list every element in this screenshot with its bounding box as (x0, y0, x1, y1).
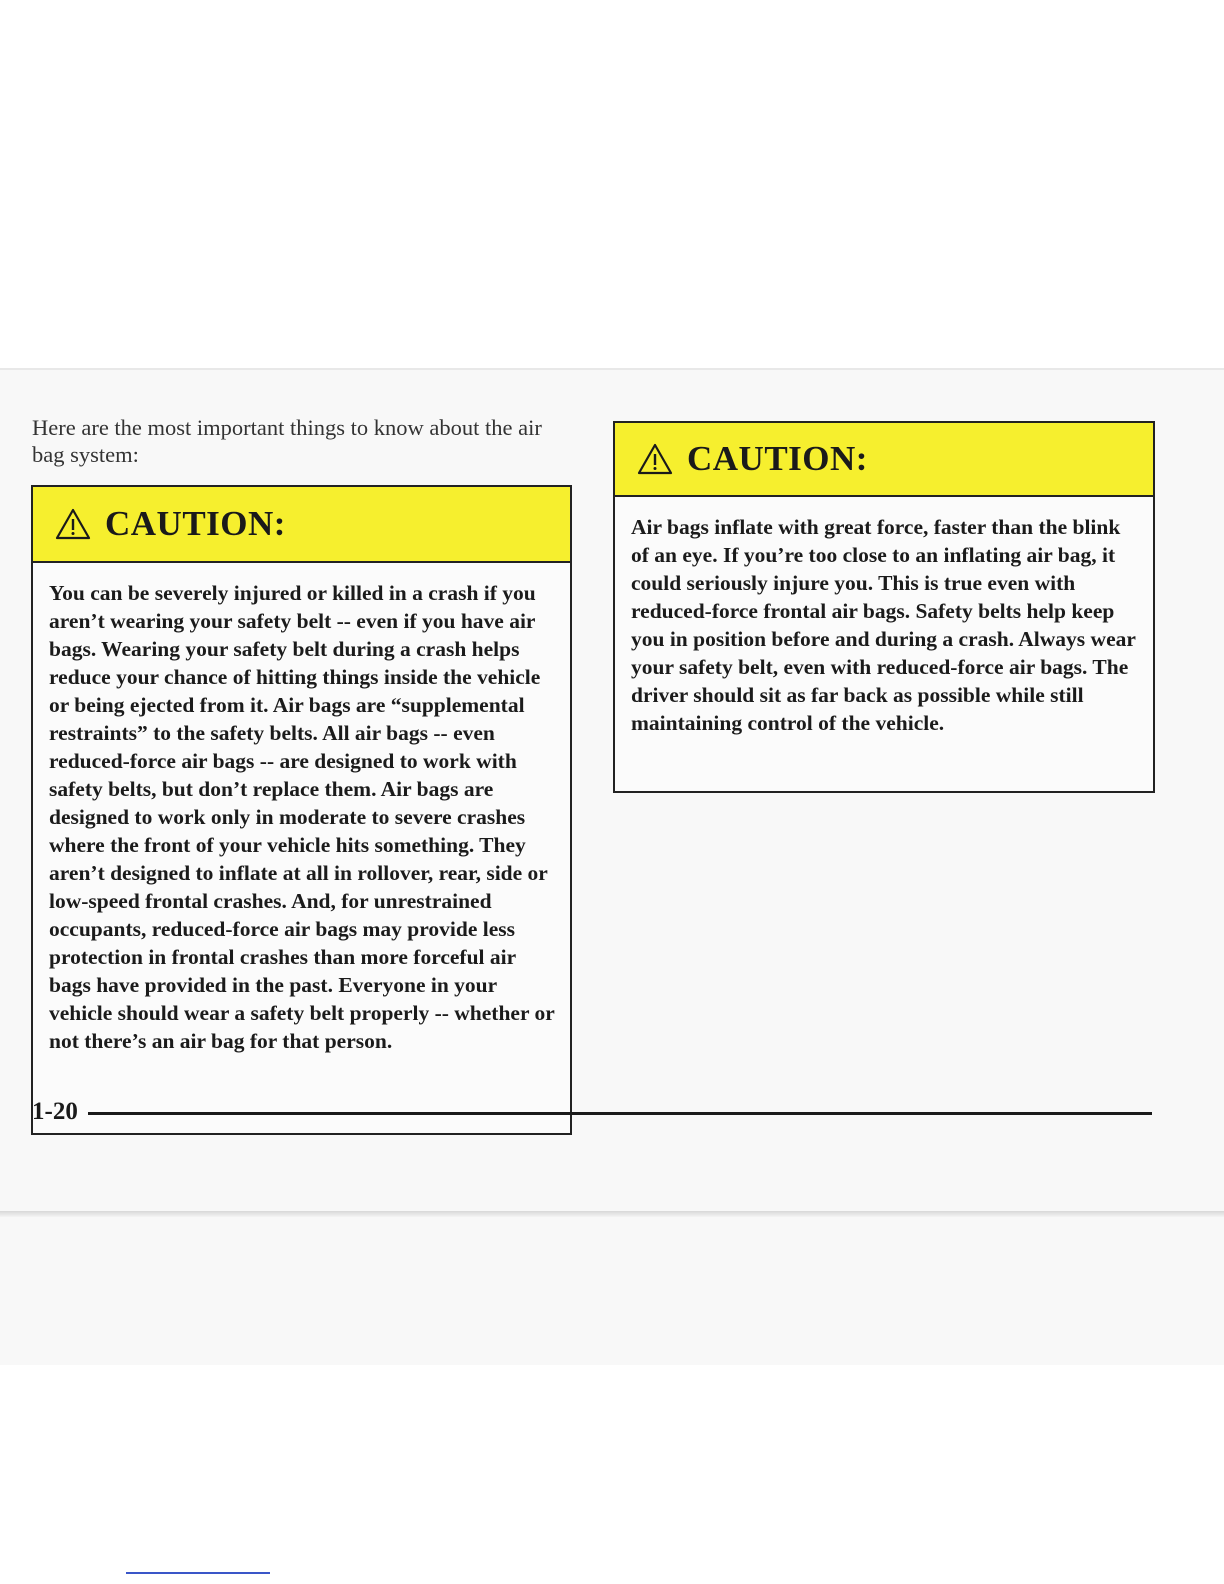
warning-triangle-icon (637, 443, 673, 475)
caution-box-inflation-force (613, 421, 1155, 793)
intro-paragraph: Here are the most important things to know about the air bag system: (32, 415, 542, 467)
link-underline[interactable] (126, 1572, 270, 1574)
footer-rule (88, 1112, 1152, 1115)
caution-body: You can be severely injured or killed in a crash if you aren’t wearing your safety belt -- even if you have air bags. Wearing your safety belt during a crash helps reduce your chance of hitting things inside the vehicle or being ejected from it. Air bags are “supplemental restraints” to the safety belts. All air bags -- even reduced-force air bags -- are designed to work with safety belts, but don’t replace them. Air bags are designed to work only in moderate to severe crashes where the front of your vehicle hits something. They aren’t designed to inflate at all in rollover, rear, side or low-speed frontal crashes. And, for unrestrained occupants, reduced-force air bags may provide less protection in frontal crashes than more forceful air bags have provided in the past. Everyone in your vehicle should wear a safety belt properly -- whether or not there’s an air bag for that person. (49, 581, 555, 1053)
caution-header (615, 423, 1153, 497)
warning-triangle-icon (55, 508, 91, 540)
page-footer (32, 1092, 1152, 1132)
page-number: 1-20 (32, 1098, 78, 1125)
caution-box-seatbelt (31, 485, 572, 1135)
caution-title: CAUTION: (105, 504, 286, 543)
caution-title: CAUTION: (687, 439, 868, 478)
page-fold-shadow (0, 1211, 1224, 1217)
caution-body: Air bags inflate with great force, faster than the blink of an eye. If you’re too close to an inflating air bag, it could seriously injure you. This is true even with reduced-force frontal air bags. Safety belts help keep you in position before and during a crash. Always wear your safety belt, even with reduced-force air bags. The driver should sit as far back as possible while still maintaining control of the vehicle. (631, 515, 1136, 735)
caution-header (33, 487, 570, 563)
